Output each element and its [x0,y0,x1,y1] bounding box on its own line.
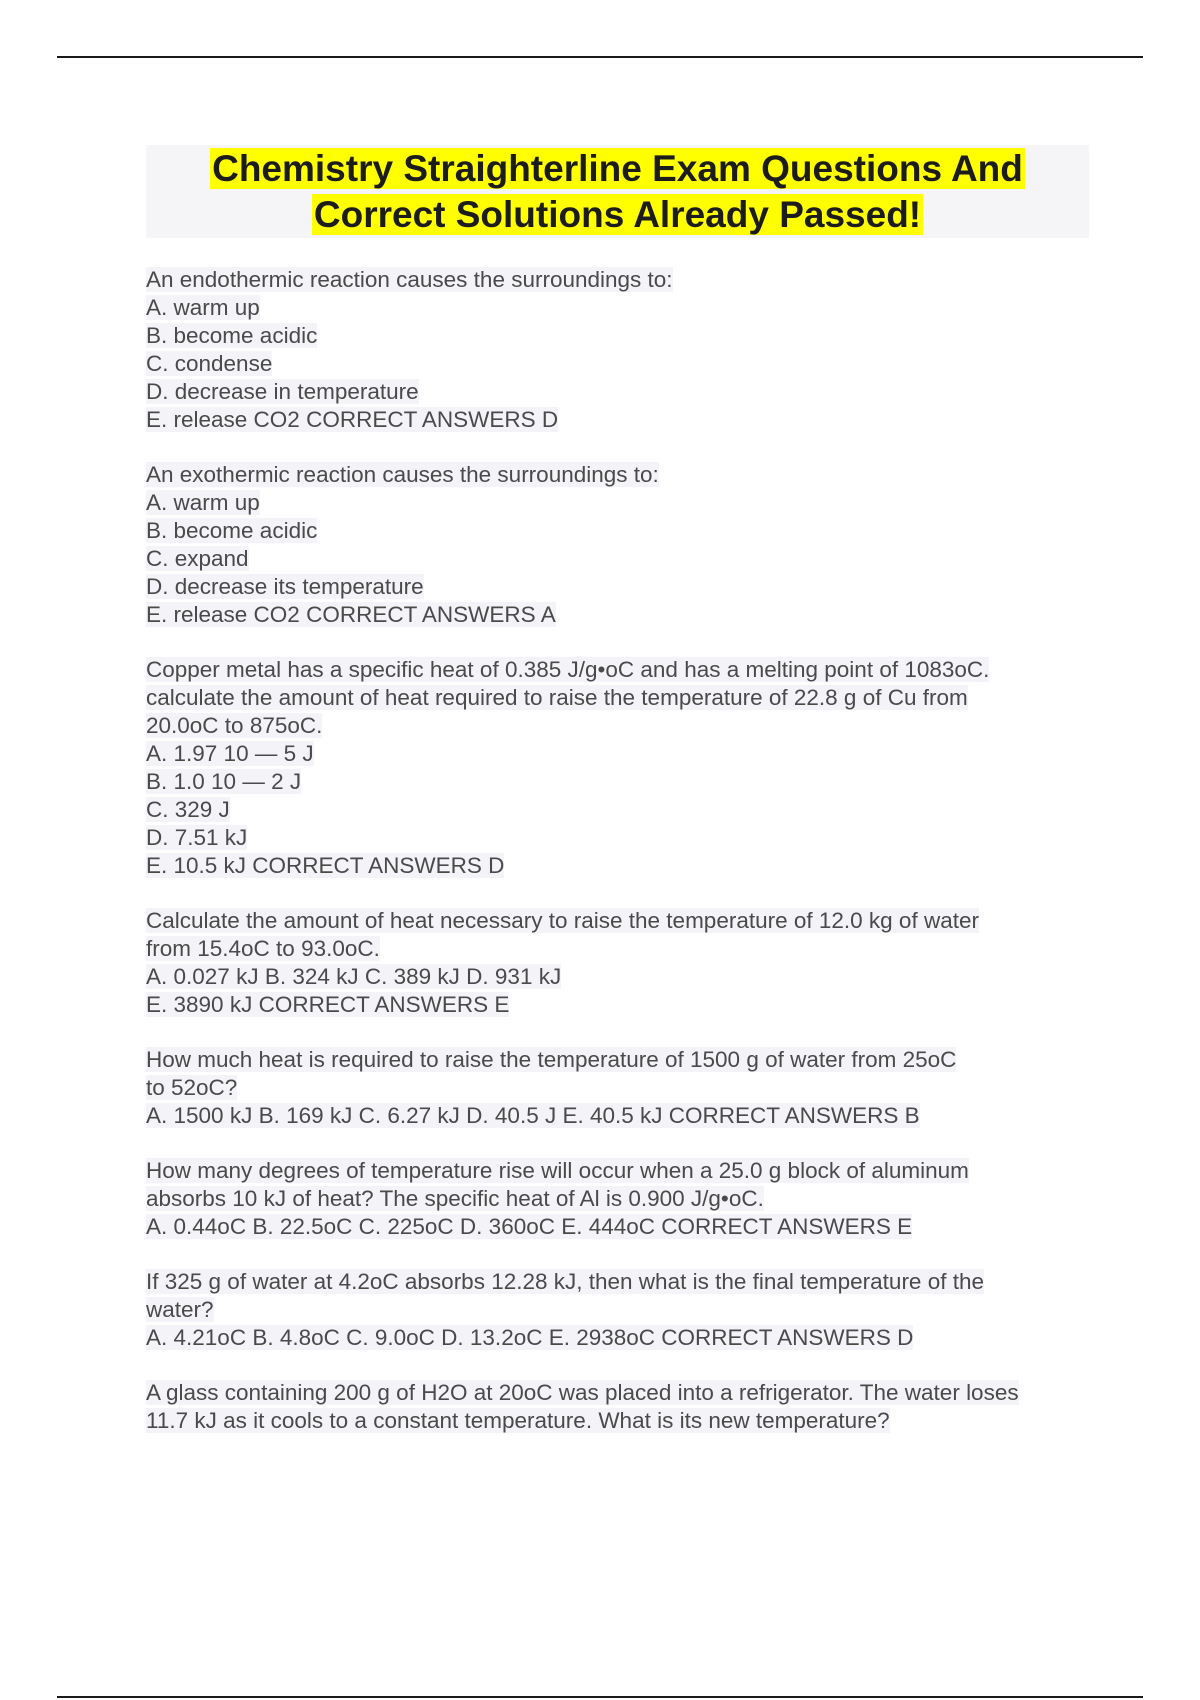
question-text: A glass containing 200 g of H2O at 20oC was placed into a refrigerator. The water loses [146,1380,1019,1405]
answer-option: C. expand [146,546,249,571]
question-block [146,1157,1096,1241]
question-text: absorbs 10 kJ of heat? The specific heat of Al is 0.900 J/g•oC. [146,1186,764,1211]
answer-option-with-key: E. 3890 kJ CORRECT ANSWERS E [146,992,510,1017]
title-line-1: Chemistry Straighterline Exam Questions And [212,148,1023,189]
question-text: Copper metal has a specific heat of 0.385 J/g•oC and has a melting point of 1083oC. [146,657,990,682]
document-title [146,145,1089,238]
question-text: An exothermic reaction causes the surroundings to: [146,462,659,487]
question-text: calculate the amount of heat required to raise the temperature of 22.8 g of Cu from [146,685,968,710]
question-block [146,1379,1096,1435]
answer-option: D. decrease in temperature [146,379,419,404]
question-text: An endothermic reaction causes the surroundings to: [146,267,673,292]
answer-option: A. warm up [146,490,260,515]
answer-option-with-key: E. 10.5 kJ CORRECT ANSWERS D [146,853,505,878]
question-block [146,1046,1096,1130]
question-text: How many degrees of temperature rise will occur when a 25.0 g block of aluminum [146,1158,969,1183]
question-text: water? [146,1297,214,1322]
question-block [146,907,1096,1019]
answer-options-with-key: A. 4.21oC B. 4.8oC C. 9.0oC D. 13.2oC E. 2938oC CORRECT ANSWERS D [146,1325,914,1350]
question-text: from 15.4oC to 93.0oC. [146,936,380,961]
question-text: How much heat is required to raise the temperature of 1500 g of water from 25oC [146,1047,957,1072]
answer-option: D. decrease its temperature [146,574,424,599]
answer-option: C. condense [146,351,273,376]
question-block [146,656,1096,880]
answer-option: B. become acidic [146,518,318,543]
answer-option: B. become acidic [146,323,318,348]
answer-option: C. 329 J [146,797,230,822]
answer-option: A. warm up [146,295,260,320]
question-block [146,461,1096,629]
title-line-2: Correct Solutions Already Passed! [313,194,922,235]
answer-option: B. 1.0 10 — 2 J [146,769,302,794]
answer-option: D. 7.51 kJ [146,825,248,850]
answer-options-with-key: A. 0.44oC B. 22.5oC C. 225oC D. 360oC E. 444oC CORRECT ANSWERS E [146,1214,913,1239]
header-rule [57,56,1143,58]
question-text: 20.0oC to 875oC. [146,713,323,738]
answer-option-with-key: E. release CO2 CORRECT ANSWERS D [146,407,559,432]
answer-options-with-key: A. 1500 kJ B. 169 kJ C. 6.27 kJ D. 40.5 J E. 40.5 kJ CORRECT ANSWERS B [146,1103,920,1128]
footer-rule [57,1696,1143,1698]
answer-options: A. 0.027 kJ B. 324 kJ C. 389 kJ D. 931 kJ [146,964,562,989]
answer-option: A. 1.97 10 — 5 J [146,741,314,766]
answer-option-with-key: E. release CO2 CORRECT ANSWERS A [146,602,556,627]
document-body [146,266,1096,1462]
question-text: 11.7 kJ as it cools to a constant temperature. What is its new temperature? [146,1408,890,1433]
question-block [146,266,1096,434]
question-block [146,1268,1096,1352]
question-text: Calculate the amount of heat necessary to raise the temperature of 12.0 kg of water [146,908,979,933]
question-text: to 52oC? [146,1075,238,1100]
question-text: If 325 g of water at 4.2oC absorbs 12.28 kJ, then what is the final temperature of the [146,1269,984,1294]
